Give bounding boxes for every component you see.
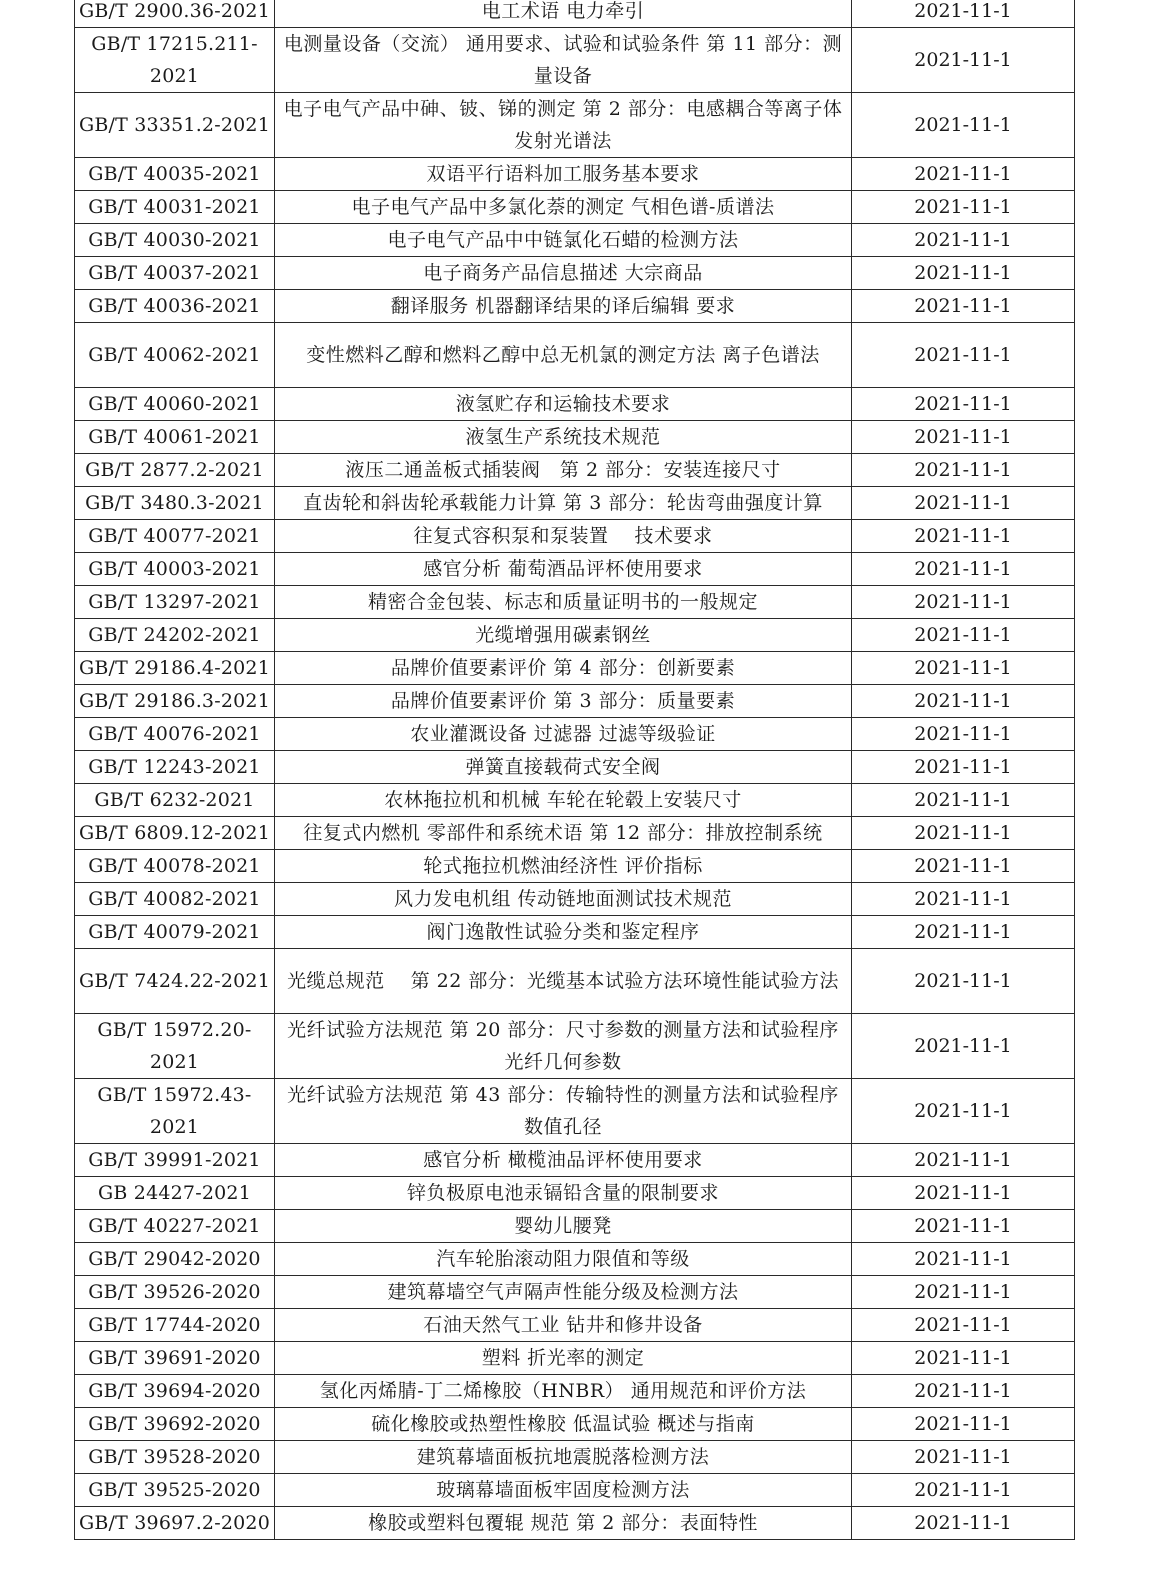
standard-title-cell: 光纤试验方法规范 第 43 部分：传输特性的测量方法和试验程序 数值孔径 <box>275 1079 852 1144</box>
effective-date-cell: 2021-11-1 <box>852 454 1075 487</box>
standard-code-cell: GB/T 40082-2021 <box>75 883 275 916</box>
standard-code-cell: GB/T 40079-2021 <box>75 916 275 949</box>
effective-date-cell: 2021-11-1 <box>852 1408 1075 1441</box>
standard-code-cell: GB 24427-2021 <box>75 1177 275 1210</box>
standard-title-cell: 液氢贮存和运输技术要求 <box>275 388 852 421</box>
effective-date-cell: 2021-11-1 <box>852 1441 1075 1474</box>
standard-code-cell: GB/T 40030-2021 <box>75 224 275 257</box>
standard-code-cell: GB/T 6232-2021 <box>75 784 275 817</box>
table-row <box>75 685 1075 718</box>
standard-code-cell: GB/T 39528-2020 <box>75 1441 275 1474</box>
standard-code-cell: GB/T 7424.22-2021 <box>75 949 275 1014</box>
effective-date-cell: 2021-11-1 <box>852 1177 1075 1210</box>
effective-date-cell: 2021-11-1 <box>852 718 1075 751</box>
standard-title-cell: 农林拖拉机和机械 车轮在轮毂上安装尺寸 <box>275 784 852 817</box>
table-row <box>75 0 1075 28</box>
standard-code-cell: GB/T 39694-2020 <box>75 1375 275 1408</box>
effective-date-cell: 2021-11-1 <box>852 1474 1075 1507</box>
standard-code-cell: GB/T 40077-2021 <box>75 520 275 553</box>
effective-date-cell: 2021-11-1 <box>852 421 1075 454</box>
standard-title-cell: 往复式内燃机 零部件和系统术语 第 12 部分：排放控制系统 <box>275 817 852 850</box>
effective-date-cell: 2021-11-1 <box>852 1243 1075 1276</box>
standard-code-cell: GB/T 40076-2021 <box>75 718 275 751</box>
table-row <box>75 619 1075 652</box>
table-row <box>75 652 1075 685</box>
standard-code-cell: GB/T 2877.2-2021 <box>75 454 275 487</box>
table-row <box>75 1079 1075 1144</box>
effective-date-cell: 2021-11-1 <box>852 323 1075 388</box>
table-row <box>75 718 1075 751</box>
table-row <box>75 586 1075 619</box>
standard-code-cell: GB/T 2900.36-2021 <box>75 0 275 28</box>
effective-date-cell: 2021-11-1 <box>852 553 1075 586</box>
effective-date-cell: 2021-11-1 <box>852 388 1075 421</box>
effective-date-cell: 2021-11-1 <box>852 586 1075 619</box>
effective-date-cell: 2021-11-1 <box>852 652 1075 685</box>
table-row <box>75 1309 1075 1342</box>
table-row <box>75 28 1075 93</box>
table-row <box>75 1474 1075 1507</box>
standard-title-cell: 阀门逸散性试验分类和鉴定程序 <box>275 916 852 949</box>
standard-code-cell: GB/T 12243-2021 <box>75 751 275 784</box>
standard-title-cell: 硫化橡胶或热塑性橡胶 低温试验 概述与指南 <box>275 1408 852 1441</box>
standard-title-cell: 轮式拖拉机燃油经济性 评价指标 <box>275 850 852 883</box>
effective-date-cell: 2021-11-1 <box>852 916 1075 949</box>
standard-title-cell: 电工术语 电力牵引 <box>275 0 852 28</box>
effective-date-cell: 2021-11-1 <box>852 224 1075 257</box>
standard-title-cell: 婴幼儿腰凳 <box>275 1210 852 1243</box>
standard-title-cell: 光缆总规范 第 22 部分：光缆基本试验方法环境性能试验方法 <box>275 949 852 1014</box>
effective-date-cell: 2021-11-1 <box>852 883 1075 916</box>
table-row <box>75 290 1075 323</box>
effective-date-cell: 2021-11-1 <box>852 1210 1075 1243</box>
effective-date-cell: 2021-11-1 <box>852 817 1075 850</box>
standard-title-cell: 光缆增强用碳素钢丝 <box>275 619 852 652</box>
standard-title-cell: 感官分析 橄榄油品评杯使用要求 <box>275 1144 852 1177</box>
table-row <box>75 1144 1075 1177</box>
table-row <box>75 224 1075 257</box>
table-row <box>75 916 1075 949</box>
effective-date-cell: 2021-11-1 <box>852 93 1075 158</box>
standard-code-cell: GB/T 3480.3-2021 <box>75 487 275 520</box>
standards-table-body <box>75 0 1075 1540</box>
standard-title-cell: 石油天然气工业 钻井和修井设备 <box>275 1309 852 1342</box>
standard-code-cell: GB/T 6809.12-2021 <box>75 817 275 850</box>
effective-date-cell: 2021-11-1 <box>852 1375 1075 1408</box>
table-row <box>75 421 1075 454</box>
effective-date-cell: 2021-11-1 <box>852 0 1075 28</box>
standard-title-cell: 感官分析 葡萄酒品评杯使用要求 <box>275 553 852 586</box>
effective-date-cell: 2021-11-1 <box>852 1507 1075 1540</box>
standard-code-cell: GB/T 39526-2020 <box>75 1276 275 1309</box>
table-row <box>75 850 1075 883</box>
standard-code-cell: GB/T 33351.2-2021 <box>75 93 275 158</box>
effective-date-cell: 2021-11-1 <box>852 520 1075 553</box>
standard-title-cell: 电测量设备（交流） 通用要求、试验和试验条件 第 11 部分：测量设备 <box>275 28 852 93</box>
effective-date-cell: 2021-11-1 <box>852 850 1075 883</box>
standard-title-cell: 汽车轮胎滚动阻力限值和等级 <box>275 1243 852 1276</box>
standard-title-cell: 液压二通盖板式插装阀 第 2 部分：安装连接尺寸 <box>275 454 852 487</box>
table-row <box>75 1243 1075 1276</box>
standard-title-cell: 锌负极原电池汞镉铅含量的限制要求 <box>275 1177 852 1210</box>
standard-code-cell: GB/T 24202-2021 <box>75 619 275 652</box>
table-row <box>75 487 1075 520</box>
standard-title-cell: 品牌价值要素评价 第 4 部分：创新要素 <box>275 652 852 685</box>
standard-title-cell: 电子电气产品中中链氯化石蜡的检测方法 <box>275 224 852 257</box>
table-row <box>75 1210 1075 1243</box>
effective-date-cell: 2021-11-1 <box>852 784 1075 817</box>
standard-code-cell: GB/T 39525-2020 <box>75 1474 275 1507</box>
standard-title-cell: 电子电气产品中多氯化萘的测定 气相色谱-质谱法 <box>275 191 852 224</box>
standard-title-cell: 弹簧直接载荷式安全阀 <box>275 751 852 784</box>
standard-code-cell: GB/T 29186.4-2021 <box>75 652 275 685</box>
effective-date-cell: 2021-11-1 <box>852 1079 1075 1144</box>
standard-code-cell: GB/T 40037-2021 <box>75 257 275 290</box>
table-row <box>75 93 1075 158</box>
standard-code-cell: GB/T 17744-2020 <box>75 1309 275 1342</box>
standard-title-cell: 翻译服务 机器翻译结果的译后编辑 要求 <box>275 290 852 323</box>
effective-date-cell: 2021-11-1 <box>852 290 1075 323</box>
effective-date-cell: 2021-11-1 <box>852 949 1075 1014</box>
table-row <box>75 817 1075 850</box>
standard-title-cell: 建筑幕墙面板抗地震脱落检测方法 <box>275 1441 852 1474</box>
table-row <box>75 1014 1075 1079</box>
table-row <box>75 949 1075 1014</box>
standard-code-cell: GB/T 40060-2021 <box>75 388 275 421</box>
standard-code-cell: GB/T 39991-2021 <box>75 1144 275 1177</box>
table-row <box>75 784 1075 817</box>
table-row <box>75 257 1075 290</box>
standard-title-cell: 农业灌溉设备 过滤器 过滤等级验证 <box>275 718 852 751</box>
standard-code-cell: GB/T 40035-2021 <box>75 158 275 191</box>
standard-code-cell: GB/T 40031-2021 <box>75 191 275 224</box>
table-row <box>75 158 1075 191</box>
table-row <box>75 191 1075 224</box>
standard-code-cell: GB/T 39697.2-2020 <box>75 1507 275 1540</box>
effective-date-cell: 2021-11-1 <box>852 487 1075 520</box>
effective-date-cell: 2021-11-1 <box>852 1144 1075 1177</box>
standard-title-cell: 光纤试验方法规范 第 20 部分：尺寸参数的测量方法和试验程序 光纤几何参数 <box>275 1014 852 1079</box>
effective-date-cell: 2021-11-1 <box>852 1342 1075 1375</box>
table-row <box>75 883 1075 916</box>
standard-code-cell: GB/T 40036-2021 <box>75 290 275 323</box>
standard-title-cell: 变性燃料乙醇和燃料乙醇中总无机氯的测定方法 离子色谱法 <box>275 323 852 388</box>
standard-title-cell: 玻璃幕墙面板牢固度检测方法 <box>275 1474 852 1507</box>
table-row <box>75 1507 1075 1540</box>
standards-table-container <box>74 0 1074 1540</box>
standard-title-cell: 品牌价值要素评价 第 3 部分：质量要素 <box>275 685 852 718</box>
standard-title-cell: 精密合金包装、标志和质量证明书的一般规定 <box>275 586 852 619</box>
standard-title-cell: 液氢生产系统技术规范 <box>275 421 852 454</box>
standard-code-cell: GB/T 40061-2021 <box>75 421 275 454</box>
effective-date-cell: 2021-11-1 <box>852 751 1075 784</box>
effective-date-cell: 2021-11-1 <box>852 28 1075 93</box>
table-row <box>75 454 1075 487</box>
effective-date-cell: 2021-11-1 <box>852 1014 1075 1079</box>
standard-title-cell: 橡胶或塑料包覆辊 规范 第 2 部分：表面特性 <box>275 1507 852 1540</box>
table-row <box>75 553 1075 586</box>
standard-code-cell: GB/T 39692-2020 <box>75 1408 275 1441</box>
effective-date-cell: 2021-11-1 <box>852 158 1075 191</box>
standard-title-cell: 塑料 折光率的测定 <box>275 1342 852 1375</box>
standard-title-cell: 往复式容积泵和泵装置 技术要求 <box>275 520 852 553</box>
standard-code-cell: GB/T 13297-2021 <box>75 586 275 619</box>
standard-code-cell: GB/T 40078-2021 <box>75 850 275 883</box>
effective-date-cell: 2021-11-1 <box>852 191 1075 224</box>
standard-title-cell: 电子商务产品信息描述 大宗商品 <box>275 257 852 290</box>
table-row <box>75 1342 1075 1375</box>
effective-date-cell: 2021-11-1 <box>852 685 1075 718</box>
standard-title-cell: 电子电气产品中砷、铍、锑的测定 第 2 部分：电感耦合等离子体发射光谱法 <box>275 93 852 158</box>
standard-code-cell: GB/T 39691-2020 <box>75 1342 275 1375</box>
effective-date-cell: 2021-11-1 <box>852 1276 1075 1309</box>
table-row <box>75 1177 1075 1210</box>
standard-title-cell: 氢化丙烯腈-丁二烯橡胶（HNBR） 通用规范和评价方法 <box>275 1375 852 1408</box>
standard-code-cell: GB/T 15972.43-2021 <box>75 1079 275 1144</box>
standard-title-cell: 直齿轮和斜齿轮承载能力计算 第 3 部分：轮齿弯曲强度计算 <box>275 487 852 520</box>
table-row <box>75 323 1075 388</box>
table-row <box>75 388 1075 421</box>
standard-title-cell: 风力发电机组 传动链地面测试技术规范 <box>275 883 852 916</box>
table-row <box>75 1276 1075 1309</box>
standard-title-cell: 建筑幕墙空气声隔声性能分级及检测方法 <box>275 1276 852 1309</box>
table-row <box>75 751 1075 784</box>
effective-date-cell: 2021-11-1 <box>852 1309 1075 1342</box>
standard-code-cell: GB/T 17215.211-2021 <box>75 28 275 93</box>
standard-code-cell: GB/T 40062-2021 <box>75 323 275 388</box>
standard-code-cell: GB/T 15972.20-2021 <box>75 1014 275 1079</box>
table-row <box>75 520 1075 553</box>
standards-table <box>74 0 1075 1540</box>
standard-code-cell: GB/T 40003-2021 <box>75 553 275 586</box>
effective-date-cell: 2021-11-1 <box>852 257 1075 290</box>
standard-code-cell: GB/T 29042-2020 <box>75 1243 275 1276</box>
standard-code-cell: GB/T 40227-2021 <box>75 1210 275 1243</box>
table-row <box>75 1441 1075 1474</box>
standard-title-cell: 双语平行语料加工服务基本要求 <box>275 158 852 191</box>
table-row <box>75 1408 1075 1441</box>
table-row <box>75 1375 1075 1408</box>
effective-date-cell: 2021-11-1 <box>852 619 1075 652</box>
standard-code-cell: GB/T 29186.3-2021 <box>75 685 275 718</box>
